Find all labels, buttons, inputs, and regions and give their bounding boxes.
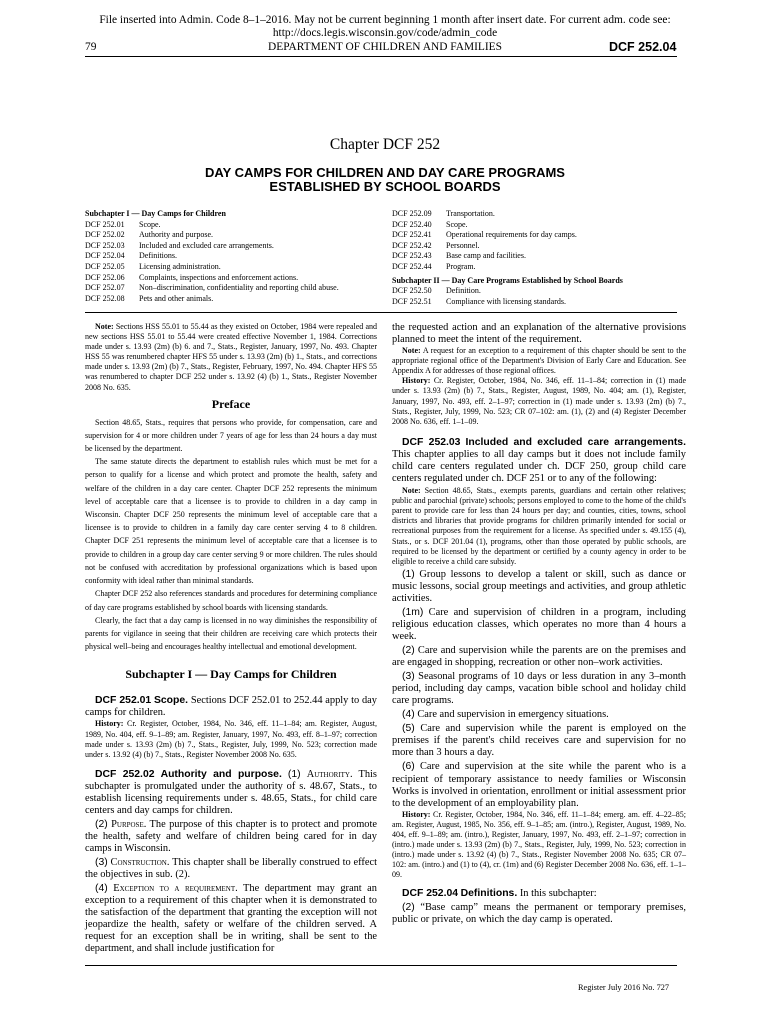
toc-num: DCF 252.08 [85, 293, 125, 303]
history-text: Cr. Register, October, 1984, No. 346, eff. 11–1–84; am. Register, August, 1989, No. 404, eff. 9–1–89; am. Register, January, 1997, No. 493, eff. 8–1–97; correction made under s. 13.93 (2m) (b) 7., Stats., Register, July, 1999, No. 523; correction made under s. 13.92 (4) (b) 7., Stats., Register November 2008 No. 635. [85, 719, 377, 759]
toc-row[interactable] [392, 262, 623, 273]
preface-heading: Preface [211, 396, 251, 411]
toc-title: Non–discrimination, confidentiality and reporting child abuse. [139, 283, 339, 293]
subsection-text: Care and supervision in emergency situations. [417, 709, 609, 721]
toc-title: Definitions. [139, 251, 177, 261]
section-title: Scope. [153, 695, 189, 707]
toc-subchapter-heading: Subchapter I — Day Camps for Children [85, 209, 226, 218]
history-label: History: [95, 719, 124, 729]
toc-row[interactable] [392, 209, 623, 220]
subsection-text: Seasonal programs of 10 days or less duration in any 3–month period, including day camps, vacation bible school and holiday child care programs. [392, 671, 686, 707]
toc-row[interactable] [392, 251, 623, 262]
toc-num: DCF 252.01 [85, 219, 125, 229]
preface-paragraph: Section 48.65, Stats., requires that persons who provide, for compensation, care and supervision for 4 or more children under 7 years of age for less than 24 hours a day must be licensed by the department. [85, 417, 377, 454]
section-title: Definitions. [460, 888, 518, 900]
section-252-03 [392, 437, 686, 485]
subsection-number: (2) [402, 902, 415, 914]
note-text: Section 48.65, Stats., exempts parents, guardians and certain other relatives; public and parochial (private) schools; persons employed to come to the home of the child's parent to provide care for less than 24 hours per day; and counties, cities, towns, school districts and libraries that provide programs for children primarily intended for social or recreational purposes from the requirement for a license. As specified under s. 49.155 (4), Stats., or s. DCF 201.04 (1), programs, other than those operated by public schools, are required to be licensed by the department or certified by a county agency in order to be eligible to receive a child care subsidy. [392, 486, 686, 566]
subsection-caption: Construction. [110, 857, 170, 869]
toc-title: Included and excluded care arrangements. [139, 240, 274, 250]
toc-title: Operational requirements for day camps. [446, 230, 577, 240]
section-title: Authority and purpose. [160, 768, 282, 780]
toc-rule [85, 312, 677, 313]
toc-left [85, 209, 339, 304]
subsection [392, 569, 686, 605]
subsection-text: Care and supervision of children in a program, including religious education classes, which operates no more than 4 hours a week. [392, 606, 686, 643]
section-text: In this subchapter: [519, 888, 597, 900]
subsection-text: Care and supervision while the parent is employed on the premises if the parent's child receives care and supervision for no more than 3 hours a day. [392, 723, 686, 759]
note-label: Note: [95, 322, 114, 331]
toc-num: DCF 252.50 [392, 286, 432, 296]
toc-row[interactable] [85, 220, 339, 231]
toc-title: Compliance with licensing standards. [446, 296, 566, 306]
subchapter-heading: Subchapter I — Day Camps for Children [125, 667, 337, 682]
subsection [392, 645, 686, 669]
subsection-number: (5) [402, 723, 415, 735]
subsection-number: (1) [287, 768, 301, 780]
toc-row[interactable] [85, 262, 339, 273]
history-label: History: [402, 809, 431, 819]
toc-row[interactable] [392, 286, 623, 297]
section-text: Sections DCF 252.01 to 252.44 apply to day camps for children. [85, 695, 377, 719]
toc-num: DCF 252.02 [85, 230, 125, 240]
right-column [392, 322, 686, 926]
subsection [392, 902, 686, 926]
subsection-text: “Base camp” means the permanent or temporary premises, public or private, on which the day camp is operated. [392, 902, 686, 926]
continued-text: the requested action and an explanation of the alternative provisions planned to meet the intent of the requirement. [392, 322, 686, 346]
note-label: Note: [402, 486, 421, 496]
toc-title: Scope. [446, 219, 468, 229]
history-text: Cr. Register, October, 1984, No. 346, eff. 11–1–84; emerg. am. eff. 4–22–85; am. Register, August, 1985, No. 356, eff. 9–1–85; am. (intro.), Register, August, 1989, No. 404, eff. 9–1–89; am. (intro.), Register, January, 1997, No. 493, eff. 2–1–97; correction in (intro.) made under s. 13.93 (2m) (b) 7., Stats., Register, July, 1999, No. 523; correction in (intro.) made under s. 13.92 (4) (b) 7., Stats., Register November 2008 No. 635; CR 07–102: am. (intro.) and (1) to (4), cr. (1m) and (6) Register December 2008 No. 636, eff. 1–1–09. [392, 809, 687, 880]
subsection-number: (3) [95, 857, 108, 869]
preface-paragraph: Clearly, the fact that a day camp is licensed in no way diminishes the responsibility of parents for vigilance in seeing that their children are receiving care which protects their physical well–being and encourages healthy intellectual and emotional development. [85, 615, 377, 652]
chapter-title: Chapter DCF 252 [329, 136, 441, 153]
toc-row[interactable] [392, 297, 623, 308]
admin-code-link[interactable]: http://docs.legis.wisconsin.gov/code/admin_code [272, 27, 498, 39]
section-history [392, 376, 686, 426]
chapter-note [85, 322, 377, 393]
toc-title: Pets and other animals. [139, 293, 214, 303]
toc-num: DCF 252.42 [392, 240, 432, 250]
toc-num: DCF 252.07 [85, 283, 125, 293]
subsection [392, 607, 686, 643]
section-number: DCF 252.04 [402, 888, 459, 900]
subsection-caption: Purpose. [111, 818, 147, 830]
subsection [392, 671, 686, 707]
toc-num: DCF 252.06 [85, 272, 125, 282]
toc-num: DCF 252.05 [85, 261, 125, 271]
history-text: Cr. Register, October, 1984, No. 346, eff. 11–1–84; correction in (1) made under s. 13.93 (2m) (b) 7., Stats., Register, August, 1989, No. 404; am. (1), Register, January, 1997, No. 493, eff. 2–1–97; correction in (1) made under s. 13.93 (2m) (b) 7., Stats., Register, July, 1999, No. 523; CR 07–102: am. (1), (2) and (4) Register December 2008 No. 636, eff. 1–1–09. [392, 376, 686, 426]
subsection-text: Care and supervision while the parents are on the premises and are engaged in shopping, recreation or other non–work activities. [392, 645, 686, 669]
toc-row[interactable] [85, 294, 339, 305]
subsection-number: (6) [402, 761, 415, 773]
chapter-subtitle-line1: DAY CAMPS FOR CHILDREN AND DAY CARE PROGRAMS [205, 165, 565, 180]
toc-title: Personnel. [446, 240, 480, 250]
toc-num: DCF 252.40 [392, 219, 432, 229]
footer-rule [85, 965, 677, 966]
section-text: This chapter applies to all day camps but it does not include family child care centers regulated under ch. DCF 250, group child care centers regulated under ch. DCF 251 or to any of the following: [392, 448, 686, 484]
toc-title: Base camp and facilities. [446, 251, 526, 261]
subsection-number: (4) [95, 883, 108, 895]
section-number: DCF 252.01 [95, 695, 152, 707]
toc-num: DCF 252.09 [392, 209, 432, 218]
preface-paragraph: The same statute directs the department to establish rules which must be met for a person to qualify for a license and which protect and promote the health, safety and welfare of the children in a day care center. Chapter DCF 252 represents the minimum level of acceptable care that a licensee is to provide to children in a day camp in Wisconsin. Chapter DCF 250 represents the minimum level of acceptable care that a licensee is to provide to children in a family day care center serving 4 to 8 children. Chapter DCF 251 represents the minimum level of acceptable care that a licensee is to provide to children in a group day care center serving 9 or more children. The rules should not be confused with accreditation by professional organizations which is based upon conformity with ideal rather than minimal standards. [85, 457, 377, 586]
subsection [85, 857, 377, 881]
toc-title: Authority and purpose. [139, 230, 213, 240]
section-title: Included and excluded care arrangements. [465, 436, 686, 448]
subsection-caption: Exception to a requirement. [113, 883, 238, 895]
subsection [85, 819, 377, 855]
toc-row[interactable] [85, 230, 339, 241]
chapter-subtitle-line2: ESTABLISHED BY SCHOOL BOARDS [269, 179, 501, 194]
section-history [392, 810, 686, 881]
toc-row[interactable] [392, 230, 623, 241]
note-text: A request for an exception to a requirement of this chapter should be sent to the appropriate regional office of the Department's Division of Early Care and Education. See Appendix A for addresses of those regional offices. [392, 346, 686, 376]
toc-title: Program. [446, 261, 476, 271]
toc-subchapter-heading: Subchapter II — Day Care Programs Established by School Boards [392, 275, 623, 285]
toc-num: DCF 252.03 [85, 240, 125, 250]
subsection-text: The purpose of this chapter is to protect and promote the health, safety and welfare of children being cared for in day camps in Wisconsin. [85, 818, 377, 855]
toc-row[interactable] [392, 241, 623, 252]
toc-num: DCF 252.51 [392, 296, 432, 306]
running-section-code: DCF 252.04 [609, 40, 677, 54]
section-number: DCF 252.02 [95, 768, 155, 780]
toc-num: DCF 252.43 [392, 251, 432, 261]
toc-right [392, 209, 623, 307]
note-label: Note: [402, 346, 421, 356]
subsection-text: This chapter shall be liberally construed to effect the objectives in sub. (2). [85, 857, 377, 881]
subsection-text: The department may grant an exception to a requirement of this chapter when it is demonstrated to the satisfaction of the department that granting the exception will not jeopardize the health, safety or welfare of the children served. A request for an exception shall be in writing, shall be sent to the department, and shall include justification for [85, 883, 377, 955]
page-number: 79 [85, 41, 97, 53]
subsection [392, 709, 686, 721]
subsection [392, 723, 686, 759]
subsection [85, 883, 377, 955]
subsection-number: (2) [95, 818, 108, 830]
note-text: Sections HSS 55.01 to 55.44 as they existed on October, 1984 were repealed and new sections HSS 55.01 to 55.44 were created effective November 1, 1984. Corrections made under s. 13.93 (2m) (b) 6. and 7., Stats., Register, January, 1997, No. 493. Chapter HSS 55 was renumbered chapter HFS 55 under s. 13.93 (2m) (b) 1., Stats., and corrections made under s. 13.93 (2m) (b) 7., Stats., Register, February, 1997, No. 494. Chapter HFS 55 was renumbered to chapter DCF 252 under s. 13.92 (4) (b) 1., Stats., Register November 2008 No. 635. [85, 322, 378, 392]
subsection-number: (4) [402, 709, 415, 721]
register-footer: Register July 2016 No. 727 [578, 983, 670, 992]
section-252-04 [392, 888, 686, 900]
subsection-number: (2) [402, 645, 415, 657]
toc-title: Transportation. [446, 209, 495, 218]
subsection-number: (1m) [402, 606, 424, 618]
subsection-number: (3) [402, 671, 415, 683]
toc-title: Definition. [446, 286, 481, 296]
subsection-caption: Authority. [306, 768, 353, 780]
toc-num: DCF 252.41 [392, 230, 432, 240]
toc-row[interactable] [85, 241, 339, 252]
subsection-number: (1) [402, 568, 415, 580]
header-rule [85, 56, 677, 57]
history-label: History: [402, 376, 431, 386]
section-note [392, 486, 686, 567]
toc-title: Licensing administration. [139, 261, 221, 271]
toc-num: DCF 252.44 [392, 261, 432, 271]
section-note [392, 346, 686, 376]
subsection-text: Group lessons to develop a talent or skill, such as dance or music lessons, social group meetings and activities, and group athletic activities. [392, 568, 686, 604]
section-252-01 [85, 695, 377, 719]
section-252-02 [85, 769, 377, 817]
department-name: DEPARTMENT OF CHILDREN AND FAMILIES [268, 41, 502, 53]
left-column [85, 322, 377, 955]
toc-row[interactable] [85, 251, 339, 262]
section-number: DCF 252.03 [402, 436, 461, 448]
insert-notice: File inserted into Admin. Code 8–1–2016. May not be current beginning 1 month after insert date. For current adm. code see: [99, 14, 671, 26]
toc-title: Scope. [139, 219, 161, 229]
preface-paragraph: Chapter DCF 252 also references standards and procedures for determining compliance of day care programs established by school boards with licensing standards. [85, 589, 377, 612]
subsection [392, 761, 686, 809]
toc-row[interactable] [85, 273, 339, 284]
toc-row[interactable] [85, 283, 339, 294]
subsection-text: Care and supervision at the site while the parent who is a recipient of temporary assistance to needy families or Wisconsin Works is involved in orientation, enrollment or initial assessment prior to the development of an employability plan. [392, 761, 686, 809]
toc-num: DCF 252.04 [85, 251, 125, 261]
toc-row[interactable] [392, 220, 623, 231]
subsection-text: This subchapter is promulgated under the authority of s. 48.67, Stats., to establish licensing requirements under s. 48.65, Stats., for child care centers and day camps for children. [85, 768, 377, 816]
section-history [85, 719, 377, 759]
toc-title: Complaints, inspections and enforcement actions. [139, 272, 299, 282]
